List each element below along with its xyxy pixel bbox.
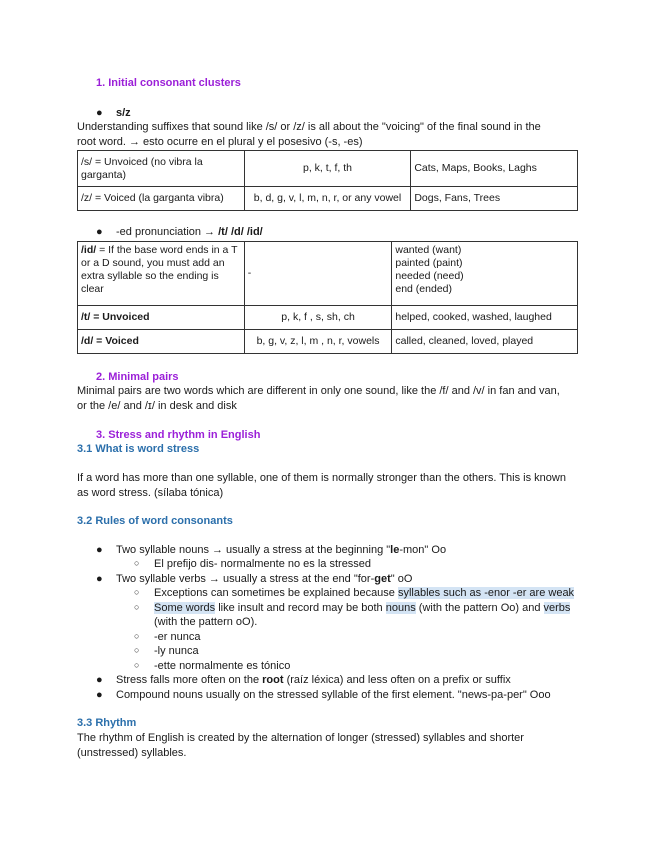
table-cell: /z/ = Voiced (la garganta vibra) [78,187,245,211]
circle-bullet-icon: ○ [134,602,140,612]
bullet-icon: ● [96,107,103,119]
table-cell: helped, cooked, washed, laughed [392,306,578,330]
rule-text: (raíz léxica) and less often on a prefix or suffix [283,674,511,686]
id-label: /id/ [81,244,97,256]
bullet-icon: ● [96,674,103,686]
highlighted-text: nouns [385,602,416,614]
rule-verbs [116,573,412,585]
subheading-rhythm: 3.3 Rhythm [77,717,137,729]
word-stress-line2: as word stress. (sílaba tónica) [77,487,224,499]
list-item: end (ended) [395,283,453,295]
highlighted-text: syllables such as -enor -er are weak [397,587,575,599]
ed-table [77,241,578,354]
ed-label [116,226,263,238]
rule-root-word: root [262,674,284,686]
rhythm-line2: (unstressed) syllables. [77,747,187,759]
table-cell: /t/ = Unvoiced [78,306,245,330]
circle-bullet-icon: ○ [134,631,140,641]
table-row [78,187,578,211]
rule-stress: le [390,544,400,556]
ed-label-bold: /t/ /d/ /id/ [218,226,263,238]
section-3-heading: 3. Stress and rhythm in English [96,429,261,441]
sz-intro-line2: root word. → esto ocurre en el plural y el posesivo (-s, -es) [77,136,363,148]
subheading-word-stress: 3.1 What is word stress [77,443,200,455]
rule-text: Stress falls more often on the [116,674,263,686]
table-row [78,151,578,187]
word-stress-line1: If a word has more than one syllable, one of them is normally stronger than the others. This is known [77,472,566,484]
rule-er: -er nunca [154,631,201,643]
rule-ly: -ly nunca [154,645,199,657]
rule-nouns-sub: El prefijo dis- normalmente no es la stressed [154,558,372,570]
rule-stress: get [374,573,391,585]
rule-text: Exceptions can sometimes be explained because [154,587,398,599]
subheading-rules: 3.2 Rules of word consonants [77,515,233,527]
table-cell: /s/ = Unvoiced (no vibra la garganta) [78,151,245,187]
rule-text: like insult and record may be both [215,602,386,614]
minimal-pairs-line2: or the /e/ and /ɪ/ in desk and disk [77,400,237,412]
id-description: = If the base word ends in a T or a D sound, you must add an extra syllable so the ending is clear [81,244,238,295]
sz-intro-line1: Understanding suffixes that sound like /s/ or /z/ is all about the "voicing" of the final sound in the [77,121,541,133]
table-cell [78,242,245,306]
table-cell: /d/ = Voiced [78,330,245,354]
list-item: painted (paint) [395,257,463,269]
sz-table [77,150,578,211]
bullet-icon: ● [96,226,103,238]
table-cell: - [244,242,392,306]
rule-ette: -ette normalmente es tónico [154,660,291,672]
table-cell: b, d, g, v, l, m, n, r, or any vowel [244,187,411,211]
table-cell: p, k, f , s, sh, ch [244,306,392,330]
table-row [78,242,578,306]
rule-some-words [154,602,570,614]
table-cell: Dogs, Fans, Trees [411,187,578,211]
list-item: wanted (want) [395,244,462,256]
highlighted-text: verbs [543,602,571,614]
table-row [78,306,578,330]
circle-bullet-icon: ○ [134,558,140,568]
section-2-heading: 2. Minimal pairs [96,371,179,383]
rule-some-words-cont: (with the pattern oO). [154,616,258,628]
rule-exceptions [154,587,574,599]
rhythm-line1: The rhythm of English is created by the alternation of longer (stressed) syllables and shorter [77,732,524,744]
table-cell: b, g, v, z, l, m , n, r, vowels [244,330,392,354]
table-cell: p, k, t, f, th [244,151,411,187]
list-item: needed (need) [395,270,464,282]
sz-label: s/z [116,107,131,119]
circle-bullet-icon: ○ [134,587,140,597]
rule-text: Two syllable nouns → usually a stress at the beginning " [116,544,391,556]
table-cell: Cats, Maps, Books, Laghs [411,151,578,187]
rule-text: " oO [390,573,413,585]
rule-text: (with the pattern Oo) and [415,602,544,614]
rule-compound: Compound nouns usually on the stressed syllable of the first element. "news-pa-per" Ooo [116,689,551,701]
table-cell [392,242,578,306]
table-cell: called, cleaned, loved, played [392,330,578,354]
rule-text: -mon" Oo [399,544,447,556]
rule-nouns [116,544,446,556]
table-row [78,330,578,354]
highlighted-text: Some words [154,602,216,614]
rule-root [116,674,511,686]
ed-label-prefix: -ed pronunciation → [116,226,219,238]
circle-bullet-icon: ○ [134,660,140,670]
bullet-icon: ● [96,544,103,556]
bullet-icon: ● [96,689,103,701]
minimal-pairs-line1: Minimal pairs are two words which are different in only one sound, like the /f/ and /v/ in fan and van, [77,385,560,397]
circle-bullet-icon: ○ [134,645,140,655]
bullet-icon: ● [96,573,103,585]
section-1-heading: 1. Initial consonant clusters [96,77,241,89]
rule-text: Two syllable verbs → usually a stress at the end "for- [116,573,375,585]
